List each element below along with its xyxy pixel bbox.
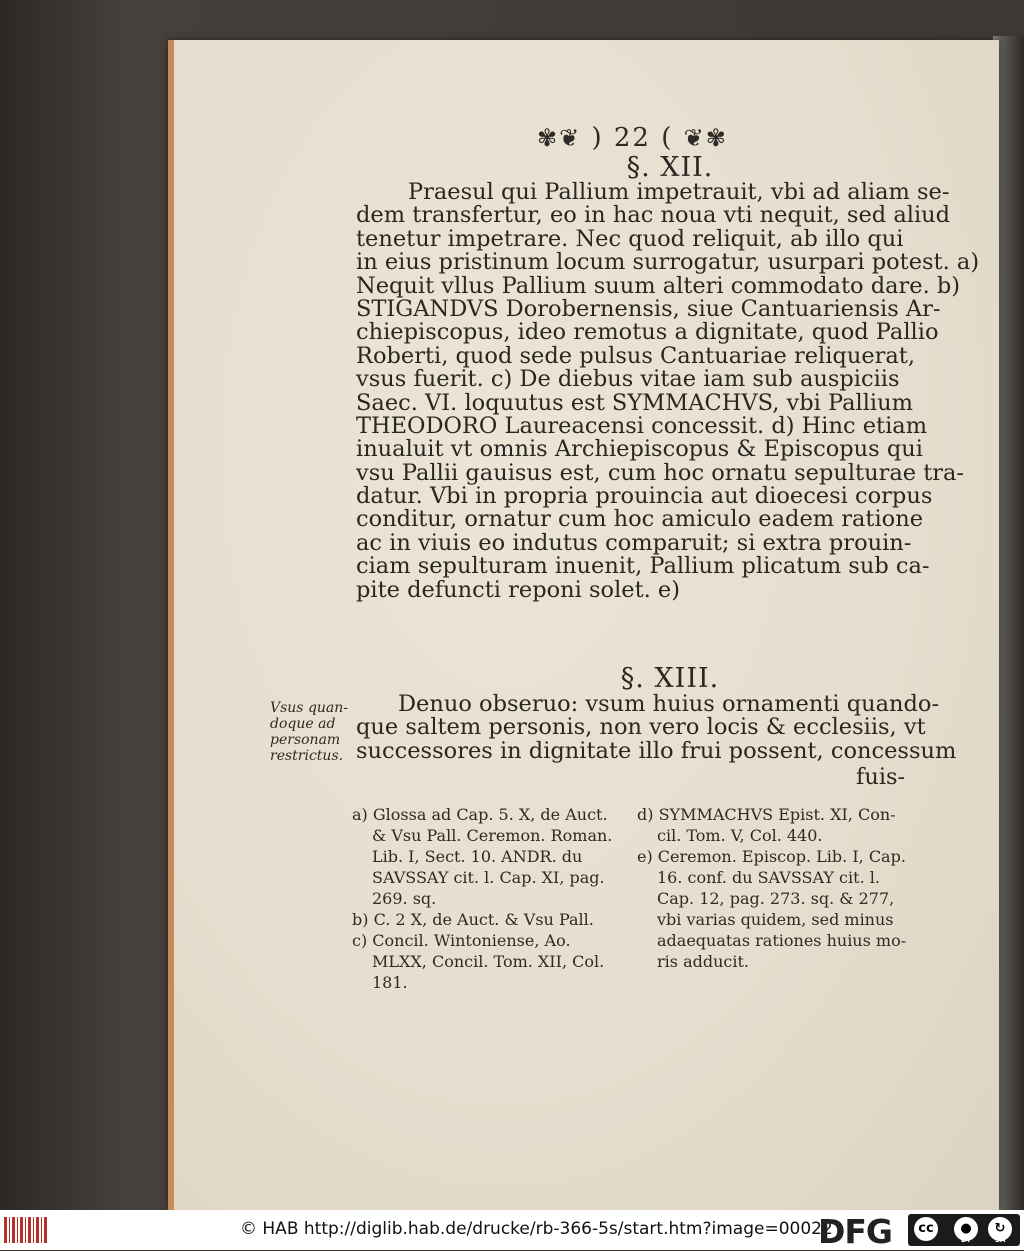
footnote-line: Cap. 12, pag. 273. sq. & 277, — [657, 889, 895, 908]
text-line: STIGANDVS Dorobernensis, siue Cantuariensis Ar- — [356, 295, 941, 322]
footnote-line: d) SYMMACHVS Epist. XI, Con- — [637, 805, 896, 824]
margin-note-line: restrictus. — [270, 748, 344, 764]
footnote-line: 181. — [372, 973, 408, 992]
text-line: Roberti, quod sede pulsus Cantuariae reliquerat, — [356, 342, 915, 369]
footnote-line: vbi varias quidem, sed minus — [657, 910, 894, 929]
ornament-right: ❦✾ — [683, 124, 728, 152]
text-line: inualuit vt omnis Archiepiscopus & Episcopus qui — [356, 436, 923, 463]
text-line: dem transfertur, eo in hac noua vti nequit, sed aliud — [356, 202, 951, 229]
footnote-line: 269. sq. — [372, 889, 437, 908]
footnote-line: & Vsu Pall. Ceremon. Roman. — [372, 826, 613, 845]
text-line: datur. Vbi in propria prouincia aut dioecesi corpus — [356, 483, 933, 510]
section-13-text — [356, 691, 957, 764]
section-12-title: §. XII. — [626, 152, 714, 183]
text-line: successores in dignitate illo frui possent, concessum — [356, 737, 957, 764]
license-sa-label: SA — [995, 1236, 1006, 1244]
dfg-logo: DFG — [818, 1212, 893, 1251]
footnote-line: ris adducit. — [657, 952, 749, 971]
text-line: ciam sepulturam inuenit, Pallium plicatum sub ca- — [356, 553, 930, 580]
section-13-title: §. XIII. — [620, 663, 720, 694]
by-icon: ● — [954, 1217, 978, 1241]
text-line: chiepiscopus, ideo remotus a dignitate, quod Pallio — [356, 319, 939, 346]
footnote-line: MLXX, Concil. Tom. XII, Col. — [372, 952, 605, 971]
barcode-icon — [4, 1217, 48, 1243]
sa-icon: ↻ — [988, 1217, 1012, 1241]
text-line: in eius pristinum locum surrogatur, usurpari potest. a) — [356, 249, 980, 276]
text-line: conditur, ornatur cum hoc amiculo eadem ratione — [356, 506, 924, 533]
footnote-line: SAVSSAY cit. l. Cap. XI, pag. — [372, 868, 605, 887]
text-line: vsu Pallii gauisus est, cum hoc ornatu sepulturae tra- — [356, 459, 965, 486]
footnotes-left — [352, 804, 612, 993]
footnote-line: b) C. 2 X, de Auct. & Vsu Pall. — [352, 910, 594, 929]
text-line: pite defuncti reponi solet. e) — [356, 576, 681, 603]
license-badge[interactable] — [908, 1214, 1020, 1246]
margin-note — [270, 700, 352, 764]
text-line: THEODORO Laureacensi concessit. d) Hinc etiam — [356, 412, 928, 439]
text-line: ac in viuis eo indutus comparuit; si extra prouin- — [356, 529, 912, 556]
text-line: Denuo obseruo: vsum huius ornamenti quando- — [398, 691, 940, 717]
text-line: Praesul qui Pallium impetrauit, vbi ad aliam se- — [408, 179, 950, 205]
ornament-left: ✾❦ — [537, 124, 582, 152]
footnote-line: Lib. I, Sect. 10. ANDR. du — [372, 847, 583, 866]
footnote-line: a) Glossa ad Cap. 5. X, de Auct. — [352, 805, 608, 824]
text-line: que saltem personis, non vero locis & ecclesiis, vt — [356, 714, 926, 741]
footnotes-right — [637, 804, 906, 972]
license-by-label: BY — [961, 1236, 972, 1244]
footnote-line: e) Ceremon. Episcop. Lib. I, Cap. — [637, 847, 906, 866]
margin-note-line: personam — [270, 732, 341, 748]
footnote-line: adaequatas rationes huius mo- — [657, 931, 907, 950]
page-number: ) 22 ( — [591, 123, 674, 153]
text-line: Saec. VI. loquutus est SYMMACHVS, vbi Pallium — [356, 389, 913, 416]
text-line: tenetur impetrare. Nec quod reliquit, ab illo qui — [356, 225, 904, 252]
footnote-line: 16. conf. du SAVSSAY cit. l. — [657, 868, 880, 887]
text-line: vsus fuerit. c) De diebus vitae iam sub auspiciis — [356, 366, 900, 393]
margin-note-line: Vsus quan- — [270, 700, 349, 716]
section-12-text — [356, 179, 980, 603]
copyright-link[interactable]: © HAB http://diglib.hab.de/drucke/rb-366-5s/start.htm?image=00022 — [240, 1219, 833, 1239]
catchword: fuis- — [856, 764, 906, 790]
viewer-footer — [0, 1210, 1024, 1250]
page-header — [537, 123, 797, 153]
cc-icon: cc — [914, 1217, 938, 1241]
text-line: Nequit vllus Pallium suum alteri commodato dare. b) — [356, 272, 961, 299]
footnote-line: cil. Tom. V, Col. 440. — [657, 826, 823, 845]
footnote-line: c) Concil. Wintoniense, Ao. — [352, 931, 571, 950]
margin-note-line: doque ad — [270, 716, 336, 732]
